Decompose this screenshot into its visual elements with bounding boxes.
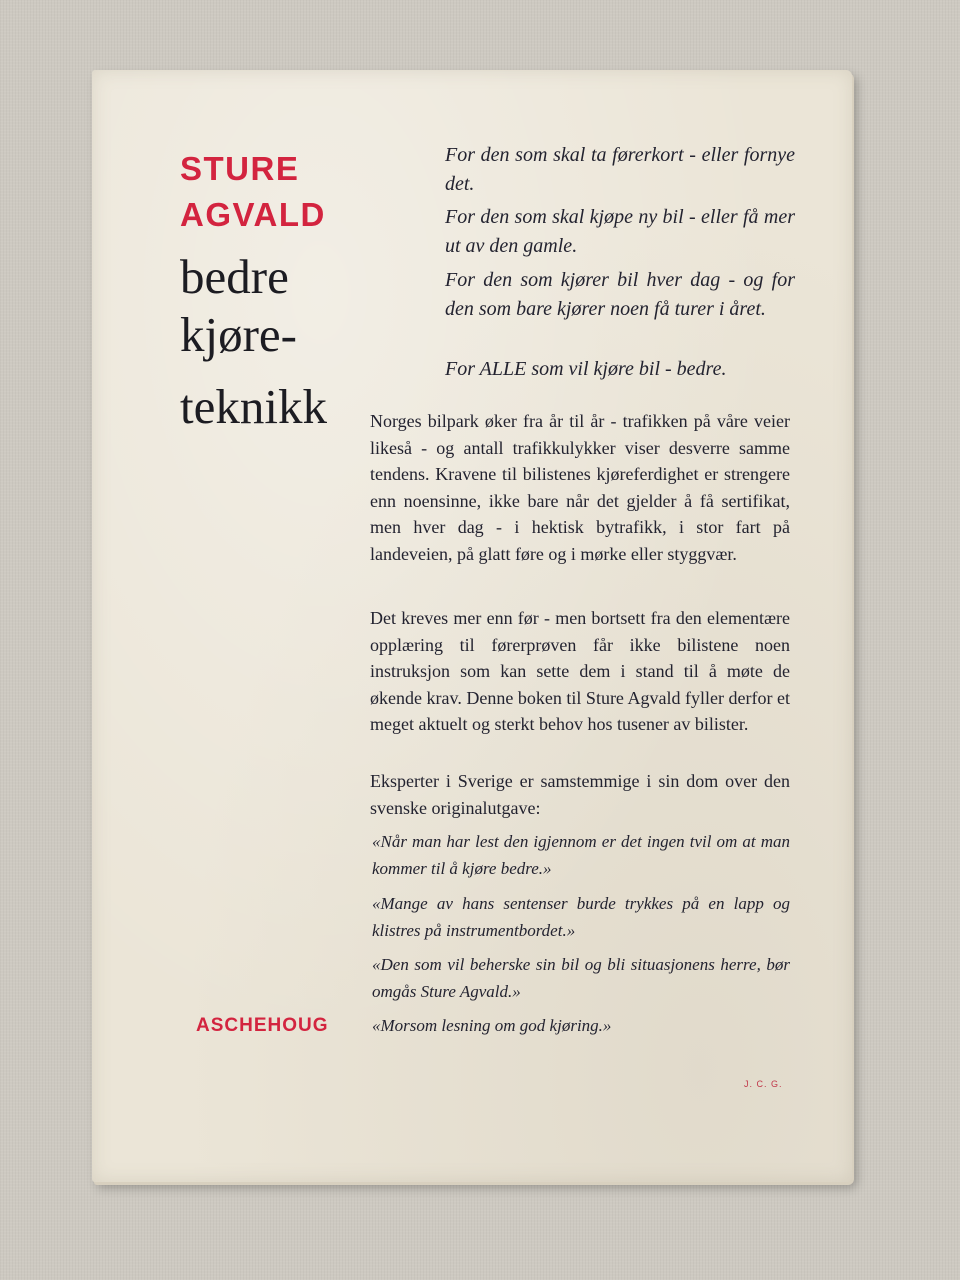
- book-title-line-3: teknikk: [180, 379, 327, 434]
- book-title-line-2: kjøre-: [180, 307, 297, 362]
- review-quote: «Den som vil beherske sin bil og bli situasjonens herre, bør omgås Sture Agvald.»: [372, 955, 790, 1001]
- intro-paragraph: For den som skal ta førerkort - eller fornye det.: [445, 144, 795, 195]
- author-first-name: STURE: [180, 150, 300, 187]
- body-paragraph: Norges bilpark øker fra år til år - trafikken på våre veier likeså - og antall trafikkulykker viser desverre samme tendens. Kravene til bilistenes kjøreferdighet er strengere enn noensinne, ikke bare når det gjelder å få sertifikat, men hver dag - i hektisk bytrafikk, i stor fart på landeveien, på glatt føre og i mørke eller styggvær.: [370, 411, 790, 564]
- review-quote: «Når man har lest den igjennom er det ingen tvil om at man kommer til å kjøre bedre.»: [372, 832, 790, 878]
- intro-paragraph: For den som skal kjøpe ny bil - eller få mer ut av den gamle.: [445, 206, 795, 257]
- designer-initials: J. C. G.: [744, 1079, 783, 1089]
- author-last-name: AGVALD: [180, 196, 326, 233]
- body-paragraph: Det kreves mer enn før - men bortsett fra den elementære opplæring til førerprøven får ikke bilistene noen instruksjon som kan sette dem i stand til å møte de økende krav. Denne boken til Sture Agvald fyller derfor et meget aktuelt og sterkt behov hos tusener av bilister.: [370, 608, 790, 734]
- intro-paragraph: For ALLE som vil kjøre bil - bedre.: [445, 358, 727, 380]
- intro-paragraph: For den som kjører bil hver dag - og for den som bare kjører noen få turer i året.: [445, 269, 795, 320]
- review-quote: «Morsom lesning om god kjøring.»: [372, 1016, 612, 1035]
- book-title-line-1: bedre: [180, 249, 289, 304]
- review-quote: «Mange av hans sentenser burde trykkes på en lapp og klistres på instrumentbordet.»: [372, 894, 790, 940]
- body-paragraph: Eksperter i Sverige er samstemmige i sin dom over den svenske originalutgave:: [370, 771, 790, 818]
- publisher-name: ASCHEHOUG: [196, 1015, 329, 1036]
